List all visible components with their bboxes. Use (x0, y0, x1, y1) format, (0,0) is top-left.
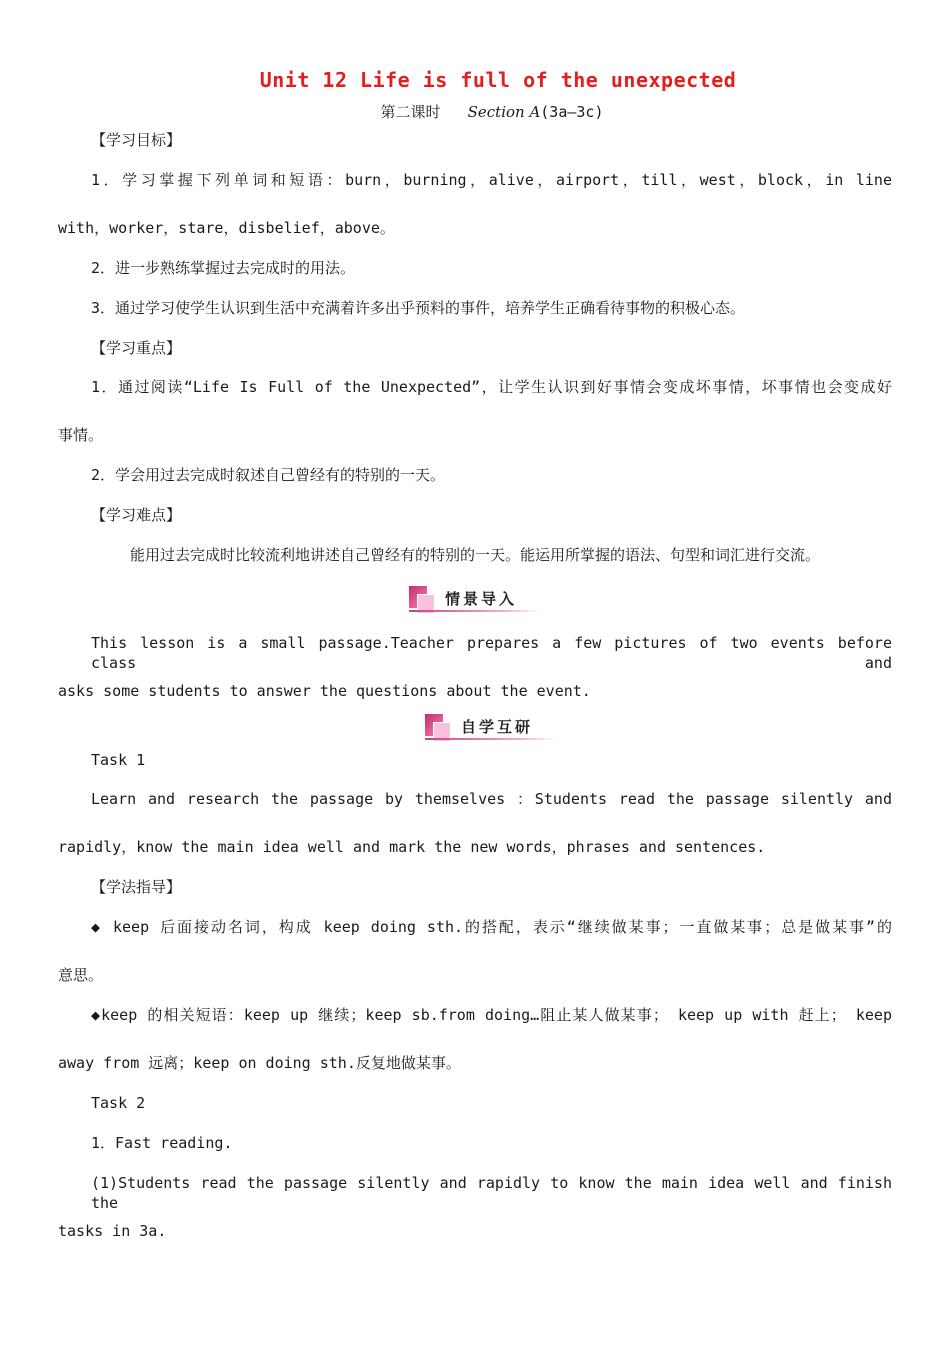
objectives-heading: 【学习目标】 (91, 131, 182, 149)
page-subtitle (0, 101, 950, 122)
key-point-1-line2: 事情。 (58, 426, 104, 444)
banner-self-study: 自学互研 (425, 714, 559, 740)
intro-line2: asks some students to answer the questions about the event. (58, 682, 591, 700)
guide-p2-line2: away from 远离；keep on doing sth.反复地做某事。 (58, 1054, 461, 1072)
guide-heading: 【学法指导】 (91, 878, 182, 896)
key-points-heading: 【学习重点】 (91, 339, 182, 357)
guide-p1-line2: 意思。 (58, 966, 104, 984)
task2-sub1-line1: (1)Students read the passage silently and rapidly to know the main idea well and finish the (91, 1174, 892, 1212)
key-point-1-line1: 1．通过阅读“Life Is Full of the Unexpected”，让学生认识到好事情会变成坏事情，坏事情也会变成好 (91, 378, 892, 396)
key-point-2: 2．学会用过去完成时叙述自己曾经有的特别的一天。 (91, 466, 446, 484)
task2-item1: 1．Fast reading. (91, 1134, 233, 1152)
section-range: (3a—3c) (540, 103, 604, 121)
difficulties-heading: 【学习难点】 (91, 506, 182, 524)
task2-sub1-line2: tasks in 3a. (58, 1222, 167, 1240)
task1-heading: Task 1 (91, 751, 146, 769)
task1-line2: rapidly，know the main idea well and mark the new words，phrases and sentences. (58, 838, 766, 856)
difficulties-text: 能用过去完成时比较流利地讲述自己曾经有的特别的一天。能运用所掌握的语法、句型和词汇进行交流。 (129, 546, 820, 564)
banner-scenario-intro: 情景导入 (409, 586, 543, 612)
intro-line1: This lesson is a small passage.Teacher prepares a few pictures of two events before class and (91, 634, 892, 672)
task1-line1: Learn and research the passage by themselves ：Students read the passage silently and (91, 790, 892, 808)
objective-2: 2．进一步熟练掌握过去完成时的用法。 (91, 259, 356, 277)
objective-1-line2: with，worker，stare，disbelief，above。 (58, 219, 395, 237)
objective-1-line1: 1．学习掌握下列单词和短语：burn，burning，alive，airport，till，west，block，in line (91, 171, 892, 189)
guide-p1-line1: ◆ keep 后面接动名词，构成 keep doing sth.的搭配，表示“继续做某事；一直做某事；总是做某事”的 (91, 918, 892, 936)
page-title: Unit 12 Life is full of the unexpected (259, 68, 737, 92)
lesson-label: 第二课时 (380, 103, 441, 121)
section-label: Section A (467, 103, 541, 121)
objective-3: 3．通过学习使学生认识到生活中充满着许多出乎预料的事件，培养学生正确看待事物的积极心态。 (91, 299, 746, 317)
task2-heading: Task 2 (91, 1094, 146, 1112)
guide-p2-line1: ◆keep 的相关短语：keep up 继续；keep sb.from doing…阻止某人做某事； keep up with 赶上； keep (91, 1006, 892, 1024)
